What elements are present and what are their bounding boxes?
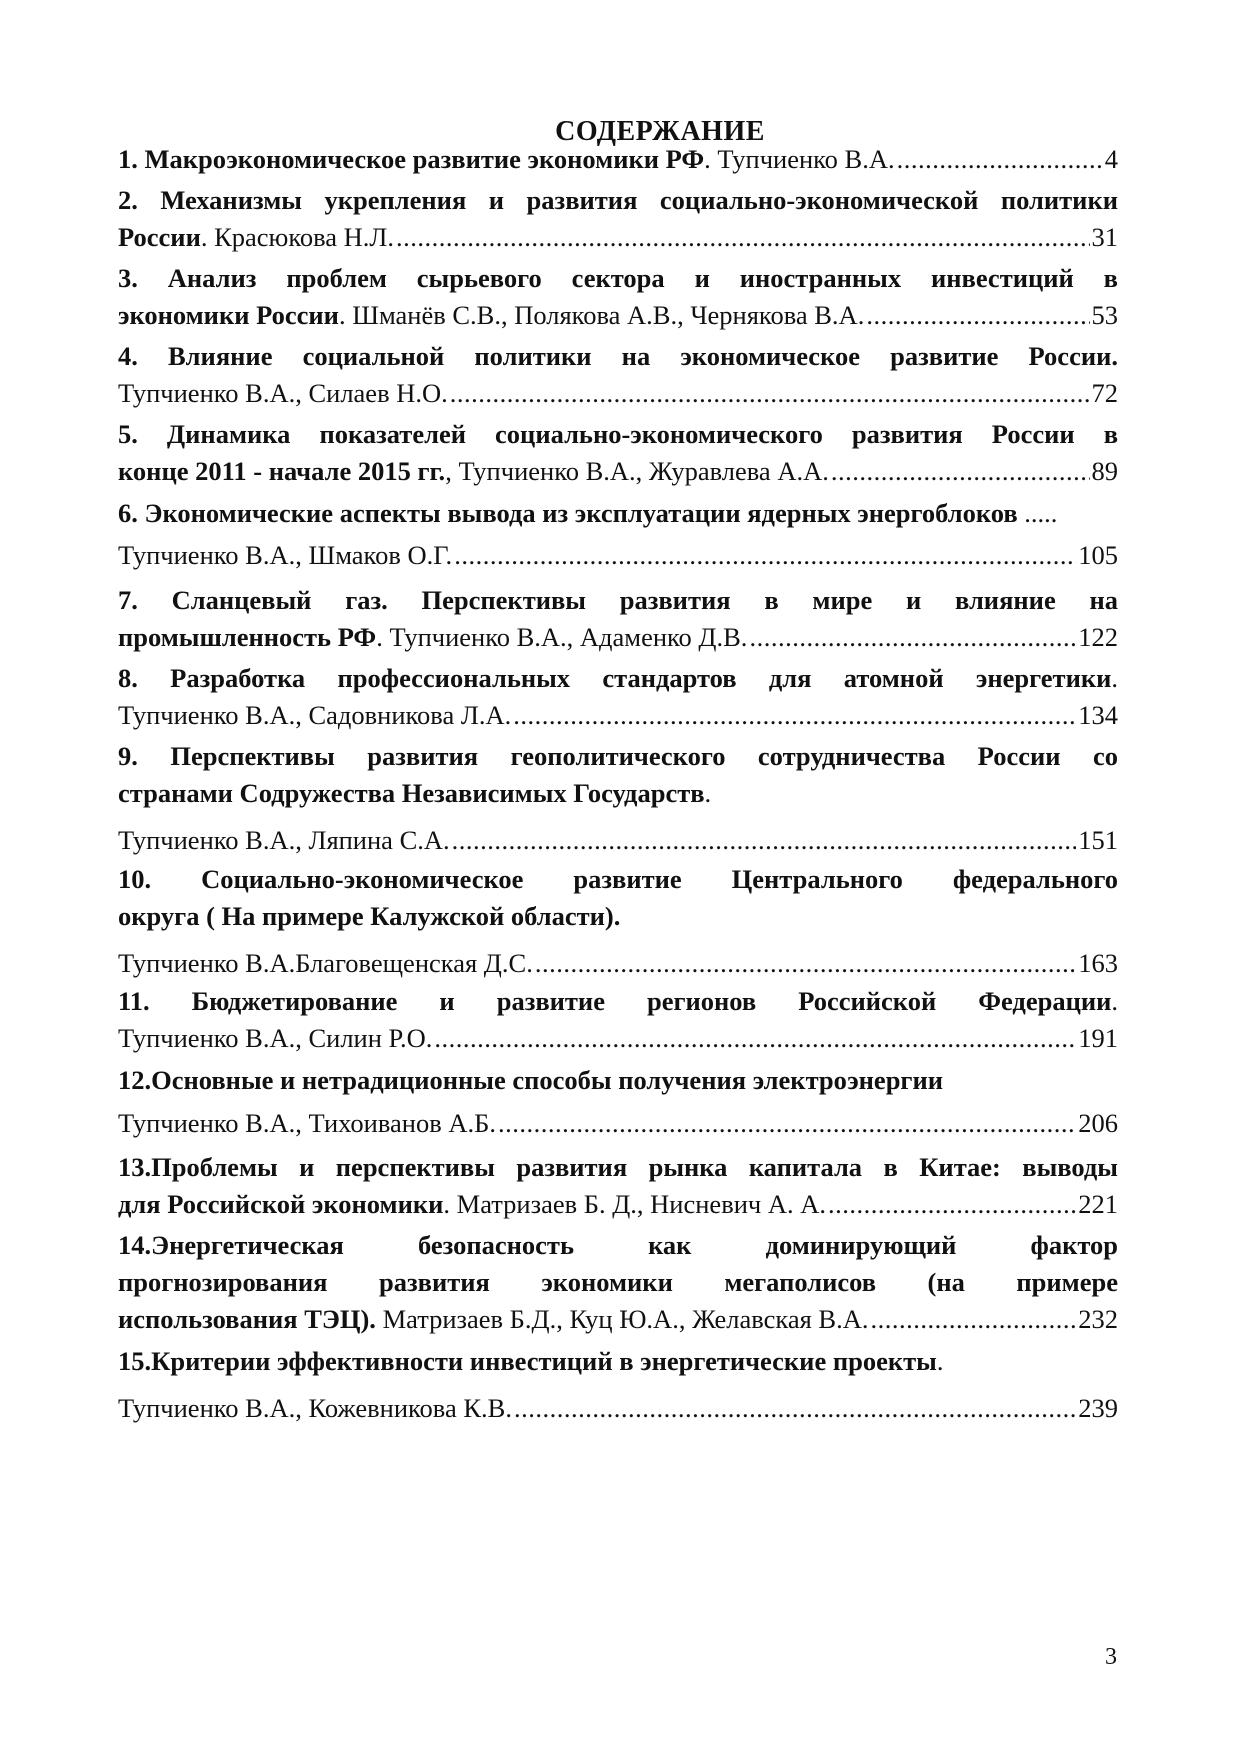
leader-dots xyxy=(749,619,1076,656)
leader-dots xyxy=(434,1020,1076,1057)
entry-page: 163 xyxy=(1078,948,1118,978)
entry-authors: Красюкова Н.Л. xyxy=(214,222,395,252)
entry-page: 239 xyxy=(1078,1393,1118,1423)
entry-title-line: 6. Экономические аспекты вывода из эксплуатации ядерных энергоблоков ..... xyxy=(118,498,1058,528)
leader-dots xyxy=(514,1390,1076,1427)
entry-authors: Тупчиенко В.А. xyxy=(717,144,895,174)
leader-dots xyxy=(513,697,1076,734)
entry-title-cont2: использования ТЭЦ). xyxy=(118,1304,376,1334)
leader-dots xyxy=(831,453,1090,490)
toc-entry-1[interactable]: 1. Макроэкономическое развитие экономики РФ . Тупчиенко В.А. ..... 4 xyxy=(118,141,1118,178)
entry-title: 2. Механизмы укрепления и развития социально-экономической политики xyxy=(118,185,1118,215)
leader-dots xyxy=(535,945,1076,982)
entry-title: 3. Анализ проблем сырьевого сектора и иностранных инвестиций в xyxy=(118,263,1118,293)
entry-title-line: 11. Бюджетирование и развитие регионов Российской Федерации. xyxy=(118,986,1118,1016)
entry-title-line: 15.Критерии эффективности инвестиций в энергетические проекты. xyxy=(118,1346,944,1376)
page-number: 3 xyxy=(1105,1644,1117,1670)
entry-page: 53 xyxy=(1091,300,1118,330)
entry-page: 232 xyxy=(1078,1304,1118,1334)
entry-title-cont: промышленность РФ xyxy=(118,622,377,652)
toc-entry-9[interactable]: 9. Перспективы развития геополитического сотрудничества России со странами Содружества Независимых Государств. Тупчиенко В.А., Ляпина С.А. ..... 151 xyxy=(118,738,1118,859)
entry-authors: Матризаев Б.Д., Куц Ю.А., Желавская В.А. xyxy=(382,1304,869,1334)
entry-authors: Тупчиенко В.А., Ляпина С.А. xyxy=(118,825,450,855)
leader-dots xyxy=(450,375,1090,412)
toc-entry-2[interactable]: 2. Механизмы укрепления и развития социально-экономической политики России . Красюкова Н.Л. ..... 31 xyxy=(118,182,1118,256)
leader-dots xyxy=(897,141,1103,178)
leader-dots xyxy=(870,1301,1076,1338)
entry-page: 31 xyxy=(1091,222,1118,252)
toc-entry-14[interactable] xyxy=(118,1227,1118,1338)
entry-title: 13.Проблемы и перспективы развития рынка капитала в Китае: выводы xyxy=(118,1152,1118,1182)
entry-title: 6. Экономические аспекты вывода из эксплуатации ядерных энергоблоков xyxy=(118,498,1018,528)
leader-dots xyxy=(828,1186,1076,1223)
entry-title-line: 8. Разработка профессиональных стандартов для атомной энергетики. xyxy=(118,663,1118,693)
entry-authors: Тупчиенко В.А., Силаев Н.О. xyxy=(118,378,448,408)
entry-page: 134 xyxy=(1078,700,1118,730)
entry-title: 10. Социально-экономическое развитие Центрального федерального xyxy=(118,864,1118,894)
entry-title-cont: экономики России xyxy=(118,300,339,330)
entry-title-cont: странами Содружества Независимых Государств xyxy=(118,778,705,808)
entry-page: 151 xyxy=(1078,825,1118,855)
entry-title: 7. Сланцевый газ. Перспективы развития в мире и влияние на xyxy=(118,585,1118,615)
entry-title: 11. Бюджетирование и развитие регионов Российской Федерации xyxy=(118,986,1112,1016)
entry-page: 4 xyxy=(1104,144,1118,174)
toc-entry-8[interactable] xyxy=(118,660,1118,734)
entry-title-cont: для Российской экономики xyxy=(118,1189,444,1219)
entry-page: 122 xyxy=(1078,622,1118,652)
entry-title: 12.Основные и нетрадиционные способы получения электроэнергии xyxy=(118,1065,944,1095)
toc-entry-6[interactable] xyxy=(118,495,1118,574)
entry-title-cont: прогнозирования развития экономики мегаполисов (на примере xyxy=(118,1267,1118,1297)
entry-title: 4. Влияние социальной политики на экономическое развитие России. xyxy=(118,341,1118,371)
entry-title: 9. Перспективы развития геополитического сотрудничества России со xyxy=(118,741,1118,771)
entry-authors: Тупчиенко В.А., Адаменко Д.В. xyxy=(389,622,748,652)
entry-page: 191 xyxy=(1078,1023,1118,1053)
entry-page: 89 xyxy=(1091,456,1118,486)
entry-title: 1. Макроэкономическое развитие экономики РФ xyxy=(118,144,705,174)
page-title: СОДЕРЖАНИЕ xyxy=(555,116,765,147)
toc-entry-3[interactable]: 3. Анализ проблем сырьевого сектора и иностранных инвестиций в экономики России . Шманёв С.В., Полякова А.В., Чернякова В.А. ..... 53 xyxy=(118,260,1118,334)
toc-entry-4[interactable] xyxy=(118,338,1118,412)
entry-page: 206 xyxy=(1078,1108,1118,1138)
entry-title: 14.Энергетическая безопасность как доминирующий фактор xyxy=(118,1230,1118,1260)
entry-authors: Тупчиенко В.А., Журавлева А.А. xyxy=(458,456,829,486)
entry-authors: Тупчиенко В.А., Шмаков О.Г. xyxy=(118,540,453,570)
entry-page: 72 xyxy=(1091,378,1118,408)
entry-authors: Матризаев Б. Д., Нисневич А. А. xyxy=(456,1189,826,1219)
entry-authors: Шманёв С.В., Полякова А.В., Чернякова В.А. xyxy=(352,300,865,330)
entry-title-cont: округа ( На примере Калужской области). xyxy=(118,901,621,931)
leader-dots xyxy=(452,822,1077,859)
entry-authors: Тупчиенко В.А., Садовникова Л.А. xyxy=(118,700,512,730)
entry-title: 8. Разработка профессиональных стандартов для атомной энергетики xyxy=(118,663,1112,693)
entry-title: 15.Критерии эффективности инвестиций в энергетические проекты xyxy=(118,1346,937,1376)
toc-entry-13[interactable]: 13.Проблемы и перспективы развития рынка капитала в Китае: выводы для Российской экономики . Матризаев Б. Д., Нисневич А. А. ..... 221 xyxy=(118,1149,1118,1223)
toc-entry-7[interactable]: 7. Сланцевый газ. Перспективы развития в мире и влияние на промышленность РФ . Тупчиенко В.А., Адаменко Д.В. ..... 122 xyxy=(118,582,1118,656)
entry-authors: Тупчиенко В.А., Тихоиванов А.Б. xyxy=(118,1108,496,1138)
leader-dots xyxy=(396,219,1089,256)
leader-dots xyxy=(454,537,1076,574)
leader-dots xyxy=(498,1105,1076,1142)
toc-entry-11[interactable] xyxy=(118,983,1118,1057)
toc-entry-5[interactable]: 5. Динамика показателей социально-экономического развития России в конце 2011 - начале 2015 гг. , Тупчиенко В.А., Журавлева А.А. ..... 89 xyxy=(118,416,1118,490)
entry-authors: Тупчиенко В.А., Кожевникова К.В. xyxy=(118,1393,512,1423)
entry-title-cont: России xyxy=(118,222,201,252)
entry-page: 105 xyxy=(1078,540,1118,570)
entry-title: 5. Динамика показателей социально-экономического развития России в xyxy=(118,419,1118,449)
toc-entry-12[interactable] xyxy=(118,1062,1118,1142)
entry-authors: Тупчиенко В.А.Благовещенская Д.С. xyxy=(118,948,533,978)
toc-entry-10[interactable] xyxy=(118,861,1118,982)
entry-authors: Тупчиенко В.А., Силин Р.О. xyxy=(118,1023,433,1053)
toc-entry-15[interactable] xyxy=(118,1343,1118,1427)
entry-page: 221 xyxy=(1078,1189,1118,1219)
entry-title-cont: конце 2011 - начале 2015 гг. xyxy=(118,456,446,486)
leader-dots xyxy=(866,297,1089,334)
